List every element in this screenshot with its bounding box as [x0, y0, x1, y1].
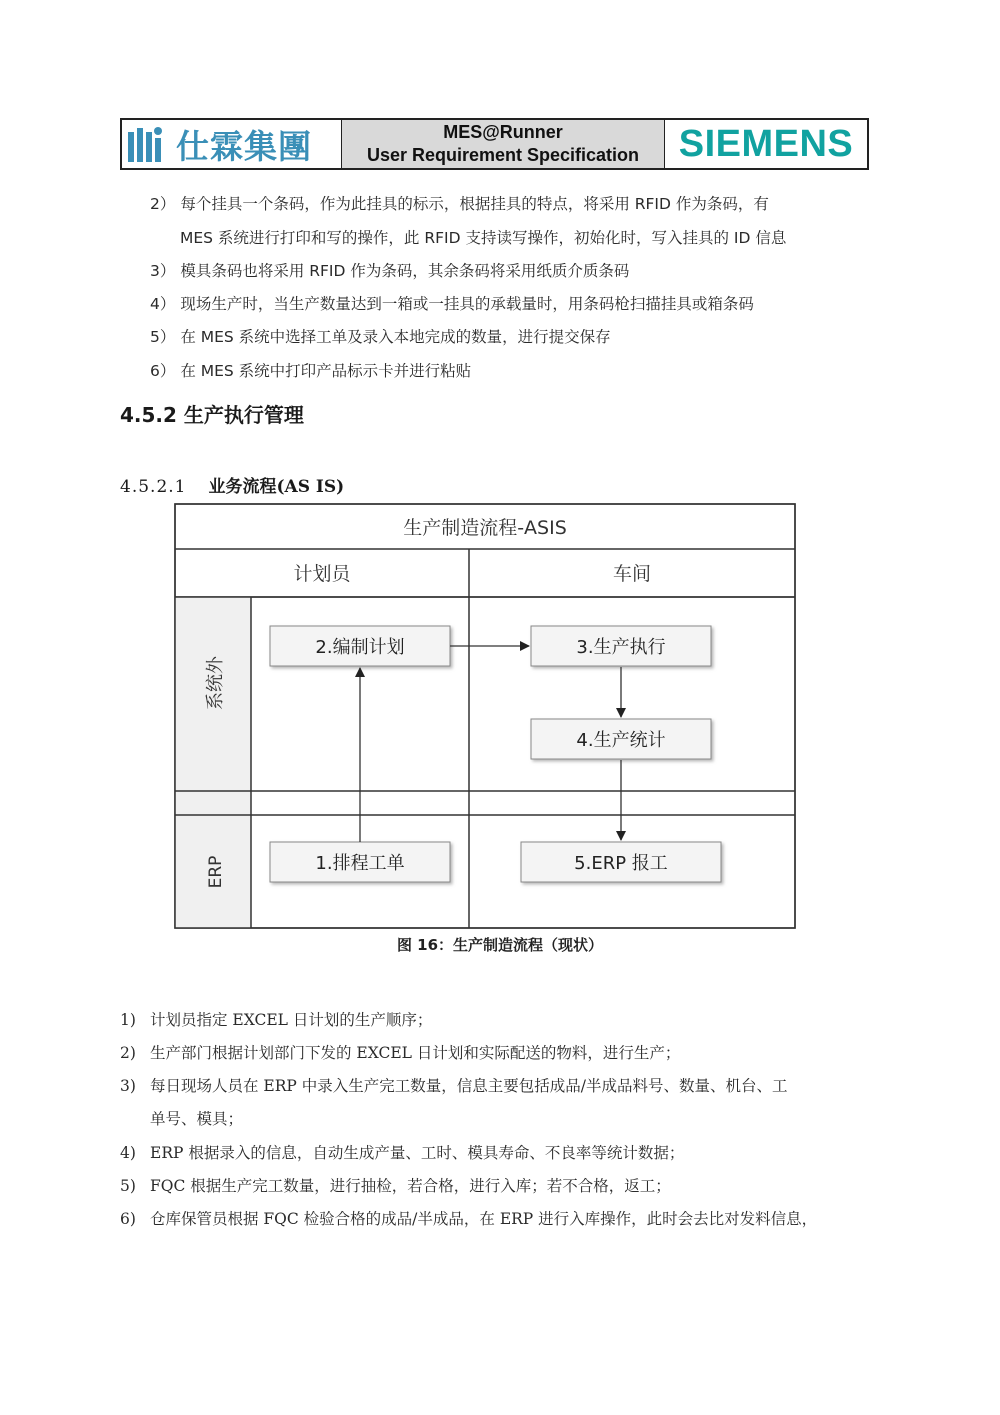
subsection-number: 4.5.2.1	[120, 477, 187, 497]
section-heading: 4.5.2 生产执行管理	[120, 403, 304, 427]
process-box-label: 1.排程工单	[315, 853, 405, 874]
process-box-label: 2.编制计划	[315, 637, 405, 658]
column-header-planner: 计划员	[293, 563, 351, 585]
figure-caption: 图 16：生产制造流程（现状）	[396, 936, 604, 954]
list-item-text: 仓库保管员根据 FQC 检验合格的成品/半成品，在 ERP 进行入库操作，此时会去比对发料信息，	[150, 1210, 818, 1228]
title-line-1: MES@Runner	[443, 122, 563, 142]
list-item-continuation	[120, 1107, 243, 1129]
list-item	[120, 1141, 684, 1163]
list-item-text: 每个挂具一个条码，作为此挂具的标示，根据挂具的特点，将采用 RFID 作为条码，有	[180, 195, 769, 213]
column-header-workshop: 车间	[612, 563, 652, 585]
process-box-4	[531, 719, 711, 759]
list-item-text: 现场生产时，当生产数量达到一箱或一挂具的承载量时，用条码枪扫描挂具或箱条码	[180, 295, 754, 313]
list-item-number: 5）	[150, 328, 176, 346]
list-item-number: 2)	[120, 1044, 136, 1062]
process-box-label: 3.生产执行	[576, 637, 666, 658]
diagram-title: 生产制造流程-ASIS	[403, 517, 567, 539]
process-box-2	[270, 626, 450, 666]
list-item	[120, 1174, 671, 1196]
list-item-text: 在 MES 系统中打印产品标示卡并进行粘贴	[180, 362, 472, 380]
process-box-5	[521, 842, 721, 882]
list-item-text: 在 MES 系统中选择工单及录入本地完成的数量，进行提交保存	[180, 328, 611, 346]
company-logo-text: 仕霖集團	[176, 126, 312, 166]
list-item	[120, 1074, 788, 1096]
list-item-number: 4)	[120, 1144, 136, 1162]
brand-logo: SIEMENS	[678, 122, 854, 165]
subsection-title: 业务流程(AS IS)	[208, 477, 345, 497]
lane-label-outside-system: 系统外	[205, 656, 226, 710]
list-item-text: 模具条码也将采用 RFID 作为条码，其余条码将采用纸质介质条码	[180, 262, 630, 280]
list-item-number: 6）	[150, 362, 176, 380]
list-item-number: 2）	[150, 195, 176, 213]
list-item-text: 单号、模具；	[150, 1110, 244, 1128]
list-item-text: ERP 根据录入的信息，自动生成产量、工时、模具寿命、不良率等统计数据；	[150, 1144, 685, 1162]
list-item	[120, 1041, 680, 1063]
list-item-number: 3)	[120, 1077, 136, 1095]
list-item-number: 6)	[120, 1210, 136, 1228]
title-line-2: User Requirement Specification	[366, 145, 640, 165]
list-item-text: 生产部门根据计划部门下发的 EXCEL 日计划和实际配送的物料，进行生产；	[150, 1044, 681, 1062]
list-item	[120, 1008, 432, 1030]
list-item-number: 4）	[150, 295, 176, 313]
list-item-number: 5)	[120, 1177, 136, 1195]
list-item-text: 每日现场人员在 ERP 中录入生产完工数量，信息主要包括成品/半成品料号、数量、机台、工	[150, 1077, 788, 1095]
list-item-number: 1)	[120, 1011, 136, 1029]
process-box-label: 4.生产统计	[576, 730, 666, 751]
list-item	[120, 1207, 817, 1229]
list-item-number: 3）	[150, 262, 176, 280]
lane-label-erp: ERP	[206, 855, 226, 889]
list-item-text: 计划员指定 EXCEL 日计划的生产顺序；	[150, 1011, 433, 1029]
list-item-text: MES 系统进行打印和写的操作，此 RFID 支持读写操作，初始化时，写入挂具的 ID 信息	[180, 229, 787, 247]
process-box-3	[531, 626, 711, 666]
list-item-text: FQC 根据生产完工数量，进行抽检，若合格，进行入库；若不合格，返工；	[150, 1177, 671, 1195]
process-box-label: 5.ERP 报工	[574, 853, 668, 874]
process-box-1	[270, 842, 450, 882]
